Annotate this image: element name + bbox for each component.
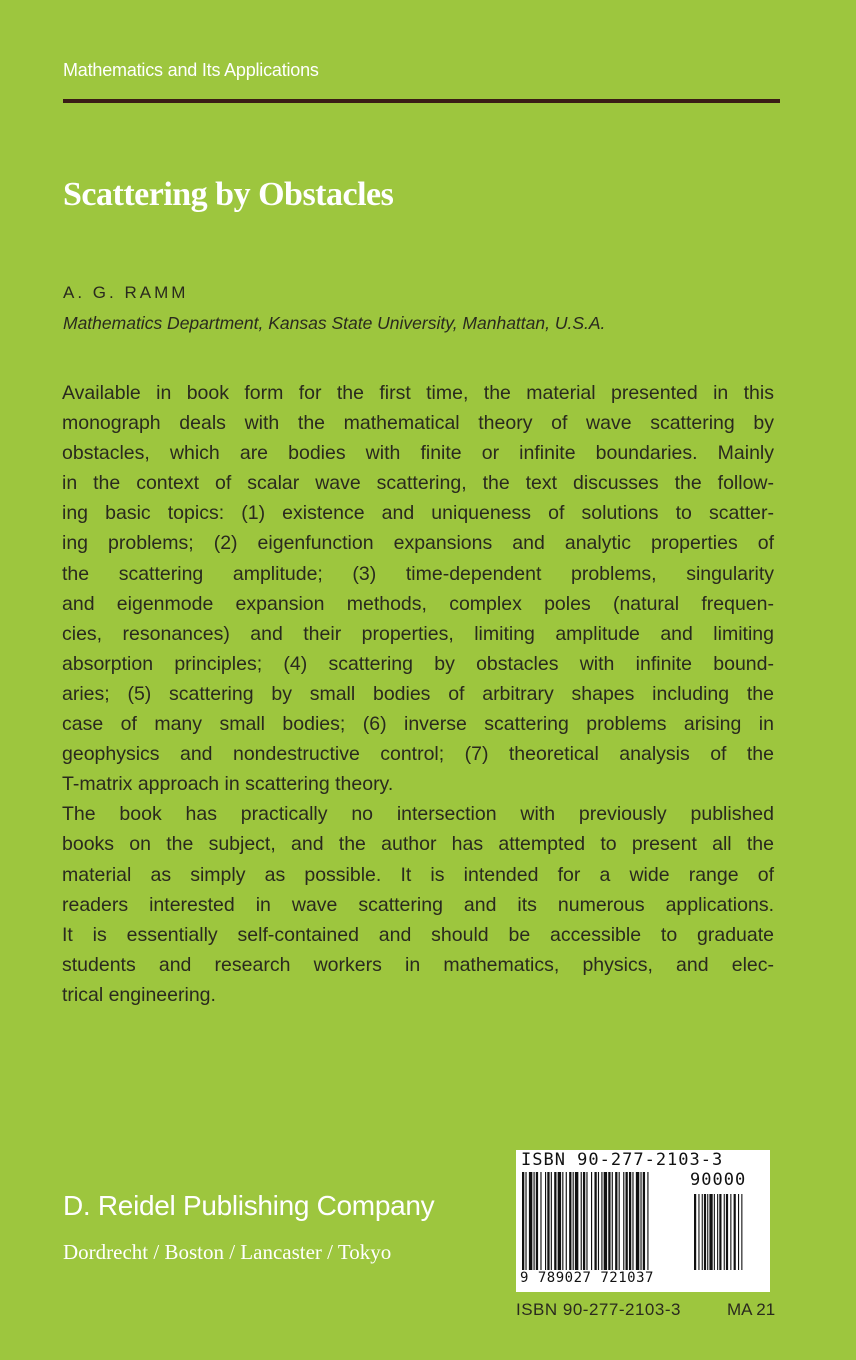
blurb-line: geophysics and nondestructive control; (7) theoretical analysis of the [62,743,774,766]
blurb-line: material as simply as possible. It is intended for a wide range of [62,863,774,886]
blurb-line: trical engineering. [62,983,216,1006]
publisher-name: D. Reidel Publishing Company [63,1190,435,1221]
blurb-line: students and research workers in mathematics, physics, and elec- [62,953,774,976]
blurb-line: books on the subject, and the author has attempted to present all the [62,833,774,856]
book-title: Scattering by Obstacles [63,176,394,213]
blurb-line: and eigenmode expansion methods, complex poles (natural frequen- [62,592,774,615]
publisher-cities: Dordrecht / Boston / Lancaster / Tokyo [63,1240,392,1264]
blurb-line: case of many small bodies; (6) inverse scattering problems arising in [62,713,774,736]
blurb-line: readers interested in wave scattering and its numerous applications. [62,893,774,916]
blurb-line: the scattering amplitude; (3) time-dependent problems, singularity [62,562,774,585]
blurb-line: It is essentially self-contained and should be accessible to graduate [62,923,774,946]
blurb-line: The book has practically no intersection with previously published [62,803,774,826]
header-rule [63,99,780,103]
blurb-line: aries; (5) scattering by small bodies of arbitrary shapes including the [62,682,774,705]
barcode-icon [522,1172,762,1272]
isbn-number: ISBN 90-277-2103-3 [516,1300,681,1319]
series-code: MA 21 [727,1300,776,1319]
blurb-line: in the context of scalar wave scattering, the text discusses the follow- [62,472,774,495]
blurb-line: absorption principles; (4) scattering by obstacles with infinite bound- [62,652,774,675]
blurb-text [62,378,774,1010]
barcode-isbn-label: ISBN 90-277-2103-3 [521,1150,724,1170]
blurb-line: Available in book form for the first time, the material presented in this [62,382,774,404]
blurb-line: monograph deals with the mathematical theory of wave scattering by [62,412,774,435]
barcode-price-code: 90000 [690,1170,747,1190]
barcode-ean-number: 9 789027 721037 [520,1270,654,1286]
blurb-line: cies, resonances) and their properties, limiting amplitude and limiting [62,622,774,645]
author-name: A. G. RAMM [63,283,189,302]
blurb-line: obstacles, which are bodies with finite or infinite boundaries. Mainly [62,442,774,465]
series-name: Mathematics and Its Applications [63,60,319,80]
blurb-line: ing basic topics: (1) existence and uniqueness of solutions to scatter- [62,502,774,525]
author-affiliation: Mathematics Department, Kansas State University, Manhattan, U.S.A. [63,313,606,333]
blurb-line: ing problems; (2) eigenfunction expansions and analytic properties of [62,532,774,555]
blurb-line: T-matrix approach in scattering theory. [62,773,394,796]
